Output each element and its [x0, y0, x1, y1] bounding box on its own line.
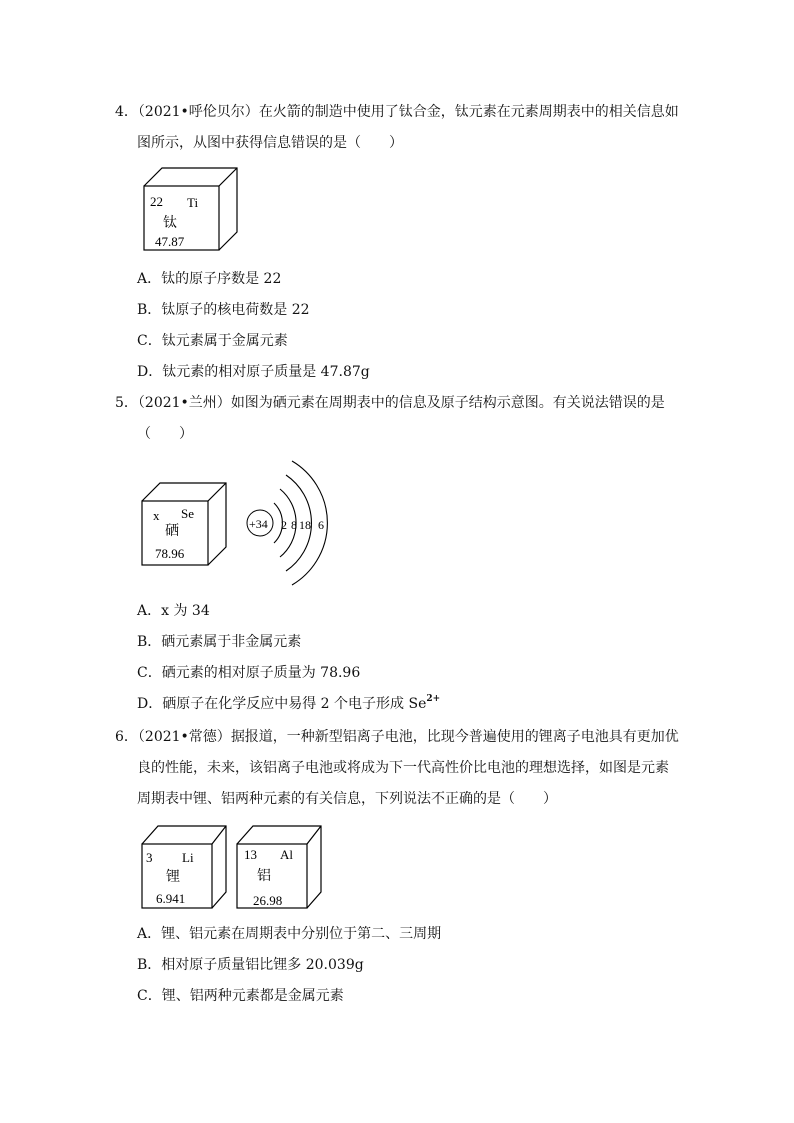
element-symbol: Al [280, 847, 293, 862]
question-source: （2021•呼伦贝尔） [137, 104, 259, 120]
question-source: （2021•常德） [137, 729, 231, 745]
question-text: 如图为硒元素在周期表中的信息及原子结构示意图。有关说法错误的是 [230, 395, 665, 411]
question-6-option-c: C．锂、铝两种元素都是金属元素 [137, 988, 344, 1004]
question-number: 5． [115, 395, 138, 411]
atomic-mass: 47.87 [155, 234, 185, 249]
question-5-stem-line-2: （ ） [137, 426, 193, 442]
shell-3-electrons: 18 [299, 518, 311, 532]
question-number: 4． [115, 104, 138, 120]
question-6-stem-line-3: 周期表中锂、铝两种元素的有关信息，下列说法不正确的是（ ） [137, 791, 557, 807]
question-text: 据报道，一种新型铝离子电池，比现今普遍使用的锂离子电池具有更加优 [230, 729, 679, 745]
question-source: （2021•兰州） [137, 395, 231, 411]
question-4-stem-line-2: 图所示，从图中获得信息错误的是（ ） [137, 135, 403, 151]
selenium-atom-structure-diagram [240, 455, 335, 590]
atomic-number: 13 [244, 847, 257, 862]
question-text: 在火箭的制造中使用了钛合金，钛元素在元素周期表中的相关信息如 [258, 104, 679, 120]
lithium-element-box [138, 822, 230, 912]
question-4-option-a: A．钛的原子序数是 22 [137, 271, 282, 287]
element-symbol: Se [181, 506, 194, 521]
element-name: 硒 [165, 524, 179, 539]
atomic-mass: 6.941 [156, 891, 186, 906]
question-5-option-a: A．x 为 34 [137, 603, 210, 619]
atomic-number: 3 [146, 850, 153, 865]
element-name: 锂 [166, 870, 180, 885]
question-6-stem-line-1 [115, 727, 679, 747]
atomic-mass: 26.98 [253, 893, 283, 908]
atomic-number: 22 [150, 194, 163, 209]
question-6-option-b: B．相对原子质量铝比锂多 20.039g [137, 957, 364, 973]
shell-4-electrons: 6 [318, 518, 324, 532]
question-number: 6． [115, 729, 138, 745]
titanium-element-box [140, 164, 240, 254]
selenium-element-box [138, 479, 238, 569]
element-name: 钛 [163, 216, 177, 231]
question-4-option-c: C．钛元素属于金属元素 [137, 333, 288, 349]
question-5-option-d [137, 694, 440, 716]
shell-2-electrons: 8 [291, 518, 297, 532]
question-4-option-b: B．钛原子的核电荷数是 22 [137, 302, 310, 318]
element-symbol: Li [182, 850, 194, 865]
element-symbol: Ti [187, 195, 199, 210]
atomic-number: x [153, 508, 160, 523]
atomic-mass: 78.96 [155, 546, 185, 561]
element-name: 铝 [257, 869, 271, 884]
question-6-stem-line-2: 良的性能，未来，该铝离子电池或将成为下一代高性价比电池的理想选择，如图是元素 [137, 760, 669, 776]
shell-1-electrons: 2 [281, 518, 287, 532]
nuclear-charge: +34 [249, 517, 268, 531]
question-4-option-d: D．钛元素的相对原子质量是 47.87g [137, 364, 370, 380]
question-5-stem-line-1 [115, 393, 665, 413]
option-text: D．硒原子在化学反应中易得 2 个电子形成 Se [137, 696, 427, 712]
aluminium-element-box [233, 822, 325, 912]
question-5-option-b: B．硒元素属于非金属元素 [137, 634, 302, 650]
question-6-option-a: A．锂、铝元素在周期表中分别位于第二、三周期 [137, 926, 442, 942]
question-4-stem-line-1 [115, 102, 679, 122]
question-5-option-c: C．硒元素的相对原子质量为 78.96 [137, 665, 361, 681]
ion-charge-superscript: 2+ [426, 694, 441, 704]
